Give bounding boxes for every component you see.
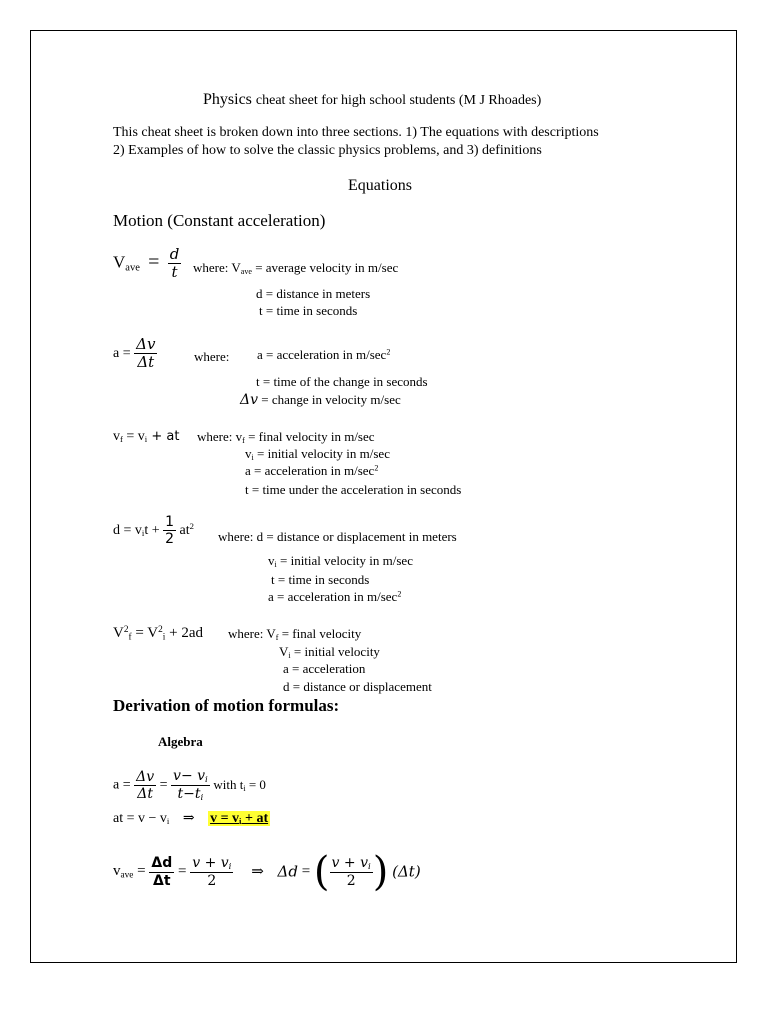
- r1-fraction-2: [171, 768, 210, 803]
- equation-average-velocity: [113, 246, 181, 282]
- eq1-equals: =: [148, 250, 160, 273]
- r1-num2-sub: i: [205, 775, 208, 786]
- eq2-desc1-sup: 2: [386, 347, 391, 357]
- eq4-lhs: d = v: [113, 522, 142, 538]
- left-paren: (: [313, 849, 330, 895]
- r3-fraction-3: [330, 855, 373, 889]
- eq4-lhs-t: t +: [144, 522, 160, 538]
- eq5-desc-distance: d = distance or displacement: [283, 679, 432, 694]
- eq1-denominator: t: [171, 263, 178, 282]
- r2-hl-sub: i: [239, 816, 242, 827]
- eq2-where: where:: [194, 349, 230, 364]
- eq4-l4: a = acceleration in m/sec: [268, 589, 398, 604]
- eq3-mid: = v: [122, 429, 145, 444]
- eq5-sub1: f: [128, 632, 132, 643]
- eq4-desc-time: t = time in seconds: [271, 572, 370, 587]
- r3-den2: 2: [207, 873, 217, 890]
- eq3-l2a: v: [245, 446, 252, 461]
- eq4-where: where: d = distance or displacement in meters: [218, 529, 457, 544]
- eq4-l2b: = initial velocity in m/sec: [276, 553, 413, 568]
- eq5-desc-acceleration: a = acceleration: [283, 661, 366, 676]
- r3-delta-t: (Δt): [392, 862, 421, 881]
- eq3-f-sub: f: [120, 434, 123, 445]
- eq2-desc1: a = acceleration in m/sec: [257, 347, 387, 362]
- eq3-desc-initial: [245, 447, 390, 462]
- title-rest: cheat sheet for high school students (M J Rhoades): [255, 93, 542, 108]
- algebra-subheading: Algebra: [158, 734, 203, 749]
- r2-sub: i: [166, 816, 170, 827]
- r1-with-tail: = 0: [245, 777, 266, 793]
- eq4-denominator: 2: [165, 531, 175, 548]
- eq3-where-desc: = final velocity in m/sec: [244, 429, 375, 444]
- section-title-equations: Equations: [348, 177, 412, 194]
- eq2-numerator: Δv: [136, 335, 156, 353]
- eq5-sup1: 2: [123, 625, 129, 635]
- equation-displacement: [113, 514, 194, 547]
- eq4-at: at: [179, 523, 190, 539]
- eq2-desc-change: [240, 393, 401, 407]
- eq5-where-desc: = final velocity: [278, 626, 362, 641]
- derivation-row-3: [113, 849, 421, 895]
- eq3-v: v: [113, 429, 120, 444]
- eq3-where-sub: f: [242, 436, 245, 445]
- eq3-l3-sup: 2: [374, 463, 379, 473]
- eq3-desc-time: t = time under the acceleration in seconds: [245, 482, 462, 497]
- eq3-l3: a = acceleration in m/sec: [245, 463, 375, 478]
- eq4-lhs-wrap: [113, 523, 160, 538]
- r3-equals-2: =: [177, 863, 187, 880]
- equation-velocity-squared: [113, 626, 203, 643]
- eq5-l2a: V: [279, 644, 289, 659]
- equation-acceleration: [113, 336, 157, 372]
- eq5-a: V: [113, 625, 124, 642]
- eq1-desc-distance: d = distance in meters: [256, 286, 371, 301]
- implies-arrow: ⇒: [182, 811, 195, 826]
- r2-hl-a: v = v: [210, 811, 240, 826]
- r3-lhs: v: [113, 862, 121, 879]
- derivation-row-1: [113, 768, 266, 803]
- eq4-l4-sup: 2: [397, 589, 402, 599]
- eq3-l2b: = initial velocity in m/sec: [253, 446, 390, 461]
- implies-arrow-2: ⇒: [251, 863, 264, 880]
- motion-heading: Motion (Constant acceleration): [113, 211, 326, 230]
- eq1-numerator: d: [169, 245, 180, 263]
- r3-den3: 2: [346, 873, 356, 890]
- r3-num3-wrap: [330, 855, 373, 873]
- eq1-where-b: = average velocity in m/sec: [251, 260, 399, 275]
- eq2-lhs: a =: [113, 345, 131, 361]
- r3-lhs-wrap: [113, 863, 146, 879]
- eq3-l2-sub: i: [251, 453, 254, 462]
- derivation-heading: Derivation of motion formulas:: [113, 696, 340, 715]
- eq4-l2a: v: [268, 553, 275, 568]
- eq4-desc-initial: [268, 554, 413, 569]
- r1-num1: Δv: [136, 769, 155, 786]
- r1-den2-wrap: [171, 786, 210, 803]
- r3-equals-3: =: [297, 863, 311, 880]
- eq5-c: + 2ad: [165, 625, 204, 642]
- r3-fraction-1: [149, 855, 174, 888]
- eq5-desc-initial: [279, 645, 380, 660]
- eq4-l2-sub: i: [274, 560, 277, 569]
- r2-a: at = v − v: [113, 811, 167, 826]
- eq1-lhs: V: [113, 252, 126, 272]
- right-paren: ): [372, 849, 389, 895]
- intro-line-2: 2) Examples of how to solve the classic physics problems, and 3) definitions: [113, 143, 542, 158]
- eq5-where-sub: f: [275, 633, 279, 642]
- eq4-sup: 2: [189, 521, 194, 532]
- eq1-desc-time: t = time in seconds: [259, 303, 358, 318]
- eq2-desc-time: t = time of the change in seconds: [256, 374, 428, 389]
- eq4-lhs-sub: i: [141, 527, 145, 538]
- r1-fraction-1: [134, 769, 156, 802]
- r3-num2: v + v: [192, 854, 229, 871]
- r3-equals: =: [133, 862, 146, 879]
- r1-num2: v− v: [173, 768, 206, 784]
- eq4-at-wrap: [180, 523, 194, 538]
- r3-num3: v + v: [331, 854, 368, 871]
- r3-num2-wrap: [190, 855, 233, 873]
- r3-lhs-sub: ave: [120, 870, 134, 880]
- r3-num3-sub: i: [367, 862, 371, 873]
- eq5-b: = V: [131, 625, 159, 642]
- r3-den1: Δt: [153, 872, 171, 889]
- eq1-where-a: where: V: [193, 260, 241, 275]
- r1-den2-sub: i: [200, 793, 204, 804]
- eq3-tail: + at: [147, 429, 180, 444]
- eq5-sup2: 2: [158, 625, 163, 635]
- eq2-desc3: = change in velocity m/sec: [258, 392, 401, 407]
- eq5-where: [228, 627, 361, 642]
- intro-line-1: This cheat sheet is broken down into three sections. 1) The equations with descriptions: [113, 125, 599, 140]
- r1-den1: Δt: [137, 786, 153, 803]
- highlighted-result: [208, 811, 270, 826]
- r2-hl-b: + at: [241, 811, 269, 826]
- r1-equals: =: [159, 777, 168, 793]
- eq5-sub2: i: [162, 632, 166, 643]
- r3-num1: Δd: [151, 855, 173, 872]
- eq5-where-text: where: V: [228, 626, 276, 641]
- r1-den2: t−t: [177, 786, 201, 803]
- eq1-lhs-sub: ave: [125, 262, 140, 274]
- document-title: [203, 92, 541, 108]
- eq2-desc-acceleration: [257, 348, 390, 361]
- eq2-desc3-symbol: Δv: [240, 392, 259, 408]
- eq3-desc-acceleration: [245, 464, 378, 477]
- eq1-where: [193, 261, 398, 276]
- eq2-fraction: [134, 336, 157, 372]
- r3-num2-sub: i: [228, 862, 232, 873]
- r1-with: [213, 777, 266, 792]
- r3-delta-d: Δd: [277, 862, 298, 881]
- eq3-where-text: where: v: [197, 429, 243, 444]
- r1-num2-wrap: [171, 768, 210, 786]
- eq4-desc-acceleration: [268, 590, 401, 603]
- eq5-l2-sub: i: [288, 651, 291, 660]
- eq3-i-sub: i: [144, 434, 148, 445]
- title-physics: Physics: [203, 91, 252, 108]
- eq1-where-sub: ave: [240, 267, 252, 276]
- eq3-where: [197, 430, 375, 445]
- eq5-l2b: = initial velocity: [290, 644, 380, 659]
- r1-lhs: a =: [113, 777, 131, 793]
- derivation-row-2: [113, 812, 270, 826]
- r3-fraction-2: [190, 855, 233, 889]
- eq4-numerator: 1: [165, 514, 175, 530]
- eq4-fraction: [163, 514, 176, 547]
- equation-final-velocity: [113, 430, 179, 444]
- eq2-denominator: Δt: [137, 353, 155, 372]
- r1-with-sub: i: [243, 784, 246, 794]
- eq1-fraction: [168, 246, 182, 282]
- r1-with-text: with t: [213, 777, 244, 793]
